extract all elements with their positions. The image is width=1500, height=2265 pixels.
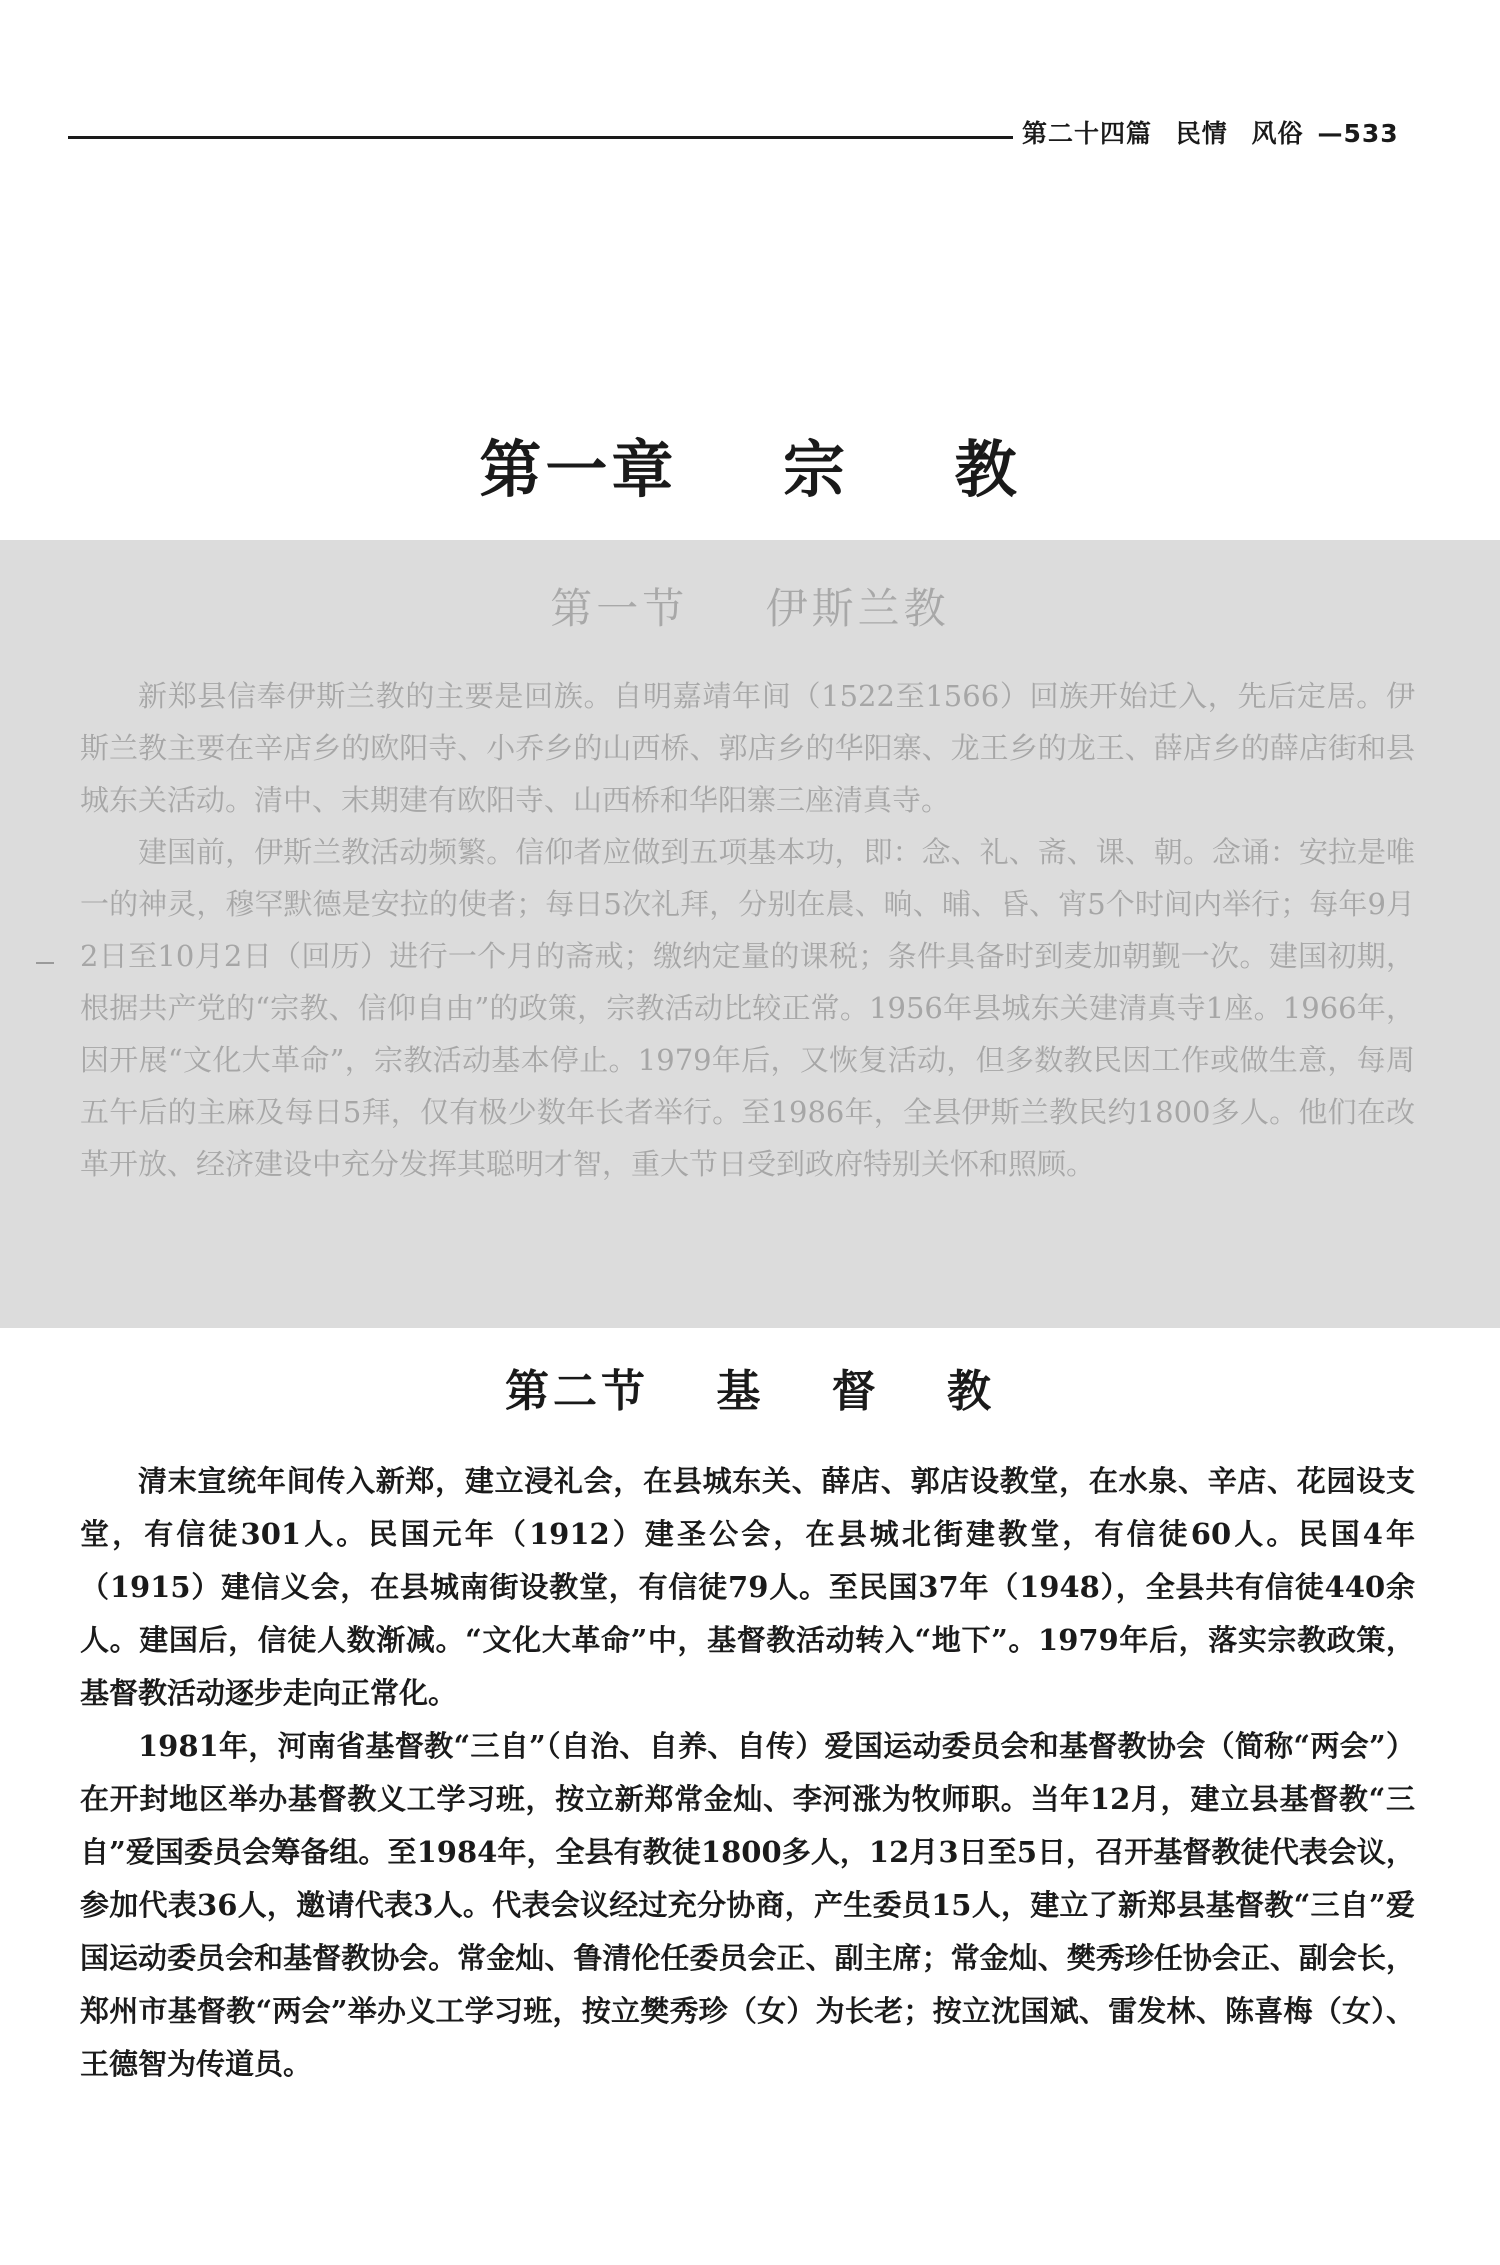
chapter-title (0, 420, 1500, 509)
section-1-body (80, 670, 1415, 1190)
page-number: —533 (1317, 119, 1399, 148)
section-1-title (0, 576, 1500, 636)
section-2-body (80, 1455, 1415, 2091)
section-1-number: 第一节 (550, 584, 689, 633)
section-2-title-char-2: 督 (831, 1366, 880, 1417)
running-head-section-b: 风俗 (1251, 119, 1304, 148)
section-2-paragraph: 清末宣统年间传入新郑，建立浸礼会，在县城东关、薛店、郭店设教堂，在水泉、辛店、花园设支堂，有信徒301人。民国元年（1912）建圣公会，在县城北街建教堂，有信徒60人。民国4年（1915）建信义会，在县城南街设教堂，有信徒79人。至民国37年（1948），全县共有信徒440余人。建国后，信徒人数渐减。“文化大革命”中，基督教活动转入“地下”。1979年后，落实宗教政策，基督教活动逐步走向正常化。 (80, 1464, 1415, 1710)
section-1-block (0, 540, 1500, 1328)
section-2-title-char-1: 基 (716, 1366, 765, 1417)
running-head-section-a: 民情 (1175, 119, 1228, 148)
chapter-title-char-2: 教 (954, 433, 1021, 506)
section-2-paragraph: 1981年，河南省基督教“三自”（自治、自养、自传）爱国运动委员会和基督教协会（简称“两会”）在开封地区举办基督教义工学习班，按立新郑常金灿、李河涨为牧师职。当年12月，建立县基督教“三自”爱国委员会筹备组。至1984年，全县有教徒1800多人，12月3日至5日，召开基督教徒代表会议，参加代表36人，邀请代表3人。代表会议经过充分协商，产生委员15人，建立了新郑县基督教“三自”爱国运动委员会和基督教协会。常金灿、鲁清伦任委员会正、副主席；常金灿、樊秀珍任协会正、副会长，郑州市基督教“两会”举办义工学习班，按立樊秀珍（女）为长老；按立沈国斌、雷发林、陈喜梅（女）、王德智为传道员。 (80, 1729, 1415, 2081)
margin-mark (36, 962, 54, 964)
section-2-title (0, 1355, 1500, 1419)
chapter-number: 第一章 (479, 433, 678, 506)
section-1-paragraph: 新郑县信奉伊斯兰教的主要是回族。自明嘉靖年间（1522至1566）回族开始迁入，先后定居。伊斯兰教主要在辛店乡的欧阳寺、小乔乡的山西桥、郭店乡的华阳寨、龙王乡的龙王、薛店乡的薛店街和县城东关活动。清中、末期建有欧阳寺、山西桥和华阳寨三座清真寺。 (80, 679, 1415, 817)
chapter-title-char-1: 宗 (782, 433, 849, 506)
section-2-title-char-3: 教 (946, 1366, 995, 1417)
section-1-name: 伊斯兰教 (765, 584, 950, 633)
section-2-number: 第二节 (505, 1366, 649, 1417)
section-1-paragraph: 建国前，伊斯兰教活动频繁。信仰者应做到五项基本功，即：念、礼、斋、课、朝。念诵：安拉是唯一的神灵，穆罕默德是安拉的使者；每日5次礼拜，分别在晨、晌、晡、昏、宵5个时间内举行；每年9月2日至10月2日（回历）进行一个月的斋戒；缴纳定量的课税；条件具备时到麦加朝觐一次。建国初期，根据共产党的“宗教、信仰自由”的政策，宗教活动比较正常。1956年县城东关建清真寺1座。1966年，因开展“文化大革命”，宗教活动基本停止。1979年后，又恢复活动，但多数教民因工作或做生意，每周五午后的主麻及每日5拜，仅有极少数年长者举行。至1986年，全县伊斯兰教民约1800多人。他们在改革开放、经济建设中充分发挥其聪明才智，重大节日受到政府特别关怀和照顾。 (80, 835, 1415, 1181)
running-head (1022, 114, 1442, 150)
header-rule (68, 136, 1013, 139)
running-head-part: 第二十四篇 (1022, 119, 1153, 148)
